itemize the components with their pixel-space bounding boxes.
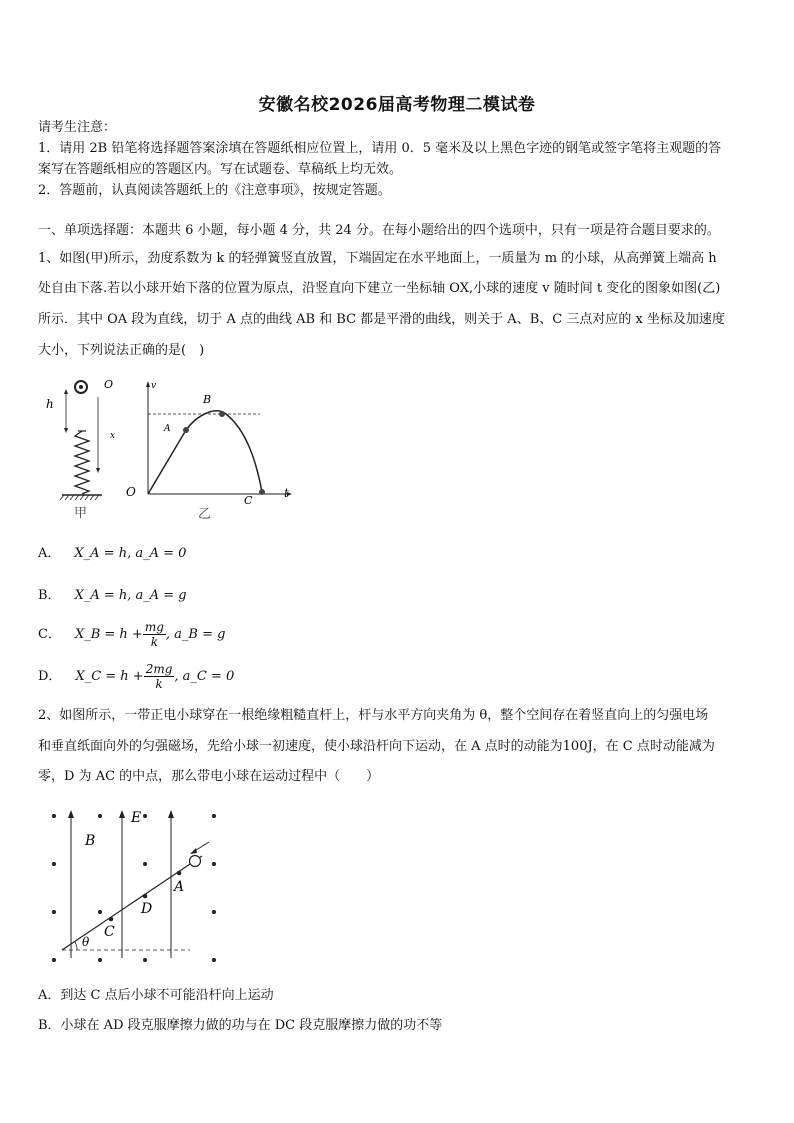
label-jia: 甲	[74, 506, 88, 521]
q2-line-2: 和垂直纸面向外的匀强磁场，先给小球一初速度，使小球沿杆向下运动，在 A 点时的动能为100J，在 C 点时动能减为	[38, 739, 715, 754]
q1-option-d-lhs: X_C = h +	[75, 669, 144, 684]
q1-option-b-label: B．	[38, 588, 61, 603]
label-a: A	[174, 879, 185, 895]
q1-line-3: 所示．其中 OA 段为直线，切于 A 点的曲线 AB 和 BC 都是平滑的曲线，则关于 A、B、C 三点对应的 x 坐标及加速度	[38, 312, 725, 327]
page-title: 安徽名校2026届高考物理二模试卷	[258, 95, 536, 115]
point-b	[219, 411, 225, 417]
q1-option-a-expr: X_A = h, a_A = 0	[74, 546, 187, 561]
section-1-heading: 一、单项选择题：本题共 6 小题，每小题 4 分，共 24 分。在每小题给出的四个选项中，只有一项是符合题目要求的。	[38, 223, 720, 238]
q2-line-1: 2、如图所示，一带正电小球穿在一根绝缘粗糙直杆上，杆与水平方向夹角为 θ，整个空间存在着竖直向上的匀强电场	[38, 708, 709, 723]
q1-option-c-fraction	[143, 620, 166, 649]
q1-option-b-expr: X_A = h, a_A = g	[74, 588, 187, 603]
q2-option-b: B．小球在 AD 段克服摩擦力做的功与在 DC 段克服摩擦力做的功不等	[38, 1018, 443, 1033]
label-v-axis: v	[151, 381, 157, 391]
label-d: D	[141, 901, 153, 917]
point-c	[259, 489, 265, 495]
q1-option-d-fraction	[144, 662, 175, 691]
point-a	[183, 427, 189, 433]
label-theta: θ	[82, 935, 90, 949]
q1-option-d	[38, 662, 234, 691]
notice-heading: 请考生注意：	[38, 120, 117, 135]
q1-figure	[38, 376, 308, 521]
spring-figure-jia	[46, 378, 115, 521]
q1-option-c-lhs: X_B = h +	[74, 627, 143, 642]
q1-option-a	[38, 544, 186, 564]
label-b: B	[203, 393, 212, 406]
q1-line-2: 处自由下落.若以小球开始下落的位置为原点，沿竖直向下建立一坐标轴 OX,小球的速度 v 随时间 t 变化的图象如图(乙)	[38, 281, 721, 296]
point-c	[109, 917, 114, 922]
q1-line-1: 1、如图(甲)所示，劲度系数为 k 的轻弹簧竖直放置，下端固定在水平地面上，一质量为 m 的小球，从高弹簧上端高 h	[38, 251, 717, 266]
q1-option-d-den: k	[155, 677, 163, 691]
label-a: A	[164, 424, 171, 434]
label-c: C	[104, 924, 115, 940]
q2-line-3: 零，D 为 AC 的中点，那么带电小球在运动过程中（ ）	[38, 769, 380, 784]
q2-option-a: A．到达 C 点后小球不可能沿杆向上运动	[38, 988, 274, 1003]
q1-option-b	[38, 586, 187, 606]
label-o-right: O	[126, 485, 136, 499]
q1-option-c-den: k	[150, 635, 158, 649]
label-o-left: O	[104, 378, 114, 391]
q2-figure	[40, 806, 230, 966]
label-b-field: B	[85, 833, 96, 849]
velocity-graph-yi	[126, 381, 292, 521]
q1-option-d-rhs: , a_C = 0	[174, 669, 235, 684]
label-e: E	[131, 810, 142, 826]
label-c: C	[244, 494, 253, 507]
label-x-axis: x	[110, 431, 116, 441]
q1-option-d-label: D．	[38, 669, 62, 684]
q1-option-c	[38, 620, 225, 649]
point-a	[177, 871, 182, 876]
label-h: h	[46, 397, 54, 411]
q1-option-a-label: A．	[38, 546, 61, 561]
charged-ball	[190, 856, 201, 867]
label-t: t	[284, 486, 289, 500]
q1-option-c-label: C．	[38, 627, 61, 642]
notice-item-1-line-2: 案写在答题纸相应的答题区内。写在试题卷、草稿纸上均无效。	[38, 162, 403, 177]
q1-option-c-num: mg	[144, 620, 164, 634]
point-d	[143, 894, 148, 899]
spring	[75, 431, 89, 494]
notice-item-2: 2．答题前，认真阅读答题纸上的《注意事项》，按规定答题。	[38, 183, 391, 198]
q1-line-4: 大小，下列说法正确的是( )	[38, 343, 205, 358]
label-yi: 乙	[198, 507, 212, 521]
q1-option-c-rhs: , a_B = g	[165, 627, 226, 642]
notice-item-1-line-1: 1．请用 2B 铅笔将选择题答案涂填在答题纸相应位置上，请用 0．5 毫米及以上黑色字迹的钢笔或签字笔将主观题的答	[38, 141, 722, 156]
q1-option-d-num: 2mg	[145, 662, 173, 676]
